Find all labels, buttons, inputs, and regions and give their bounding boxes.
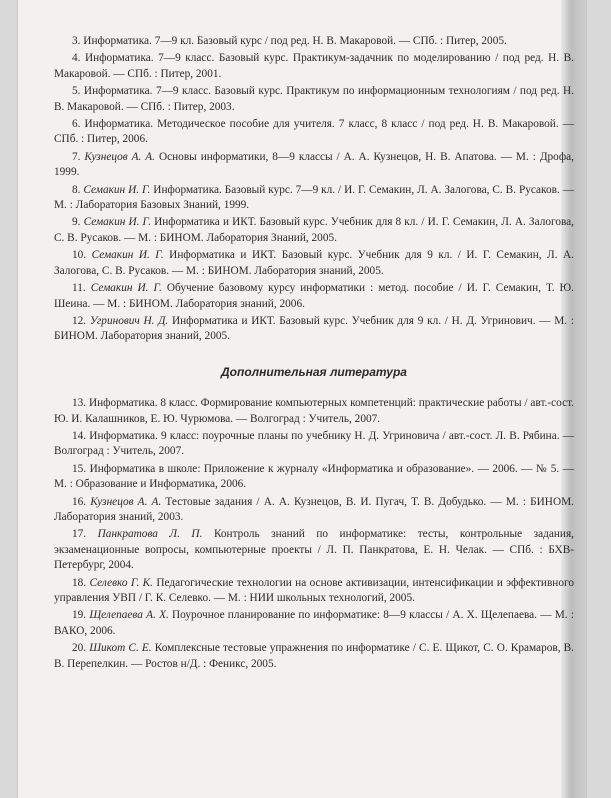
author-name: Кузнецов А. А. — [90, 495, 162, 508]
reference-entry: 9. Семакин И. Г. Информатика и ИКТ. Базовый курс. Учебник для 8 кл. / И. Г. Семакин, Л. А. Залогова, С. В. Русаков. — М. : БИНОМ. Лаборатория Знаний, 2005. — [54, 216, 574, 244]
author-name: Панкратова Л. П. — [97, 528, 203, 541]
reference-entry: 12. Угринович Н. Д. Информатика и ИКТ. Базовый курс. Учебник для 9 кл. / Н. Д. Угринович. — М. : БИНОМ. Лаборатория знаний, 2005. — [54, 314, 574, 343]
author-name: Шикот С. Е. — [89, 642, 152, 655]
reference-entry: 18. Селевко Г. К. Педагогические технологии на основе активизации, интенсификации и эффективного управления УВП / Г. К. Селевко. — М. : НИИ школьных технологий, 2005. — [54, 576, 574, 604]
reference-entry: 3. Информатика. 7—9 кл. Базовый курс / под ред. Н. В. Макаровой. — СПб. : Питер, 2005. — [72, 35, 507, 47]
reference-entry: 15. Информатика в школе: Приложение к журналу «Информатика и образование». — 2006. — № 5. — М. : Образование и Информатика, 2006. — [54, 462, 574, 491]
author-name: Семакин И. Г. — [91, 249, 164, 262]
main-references-list — [54, 34, 574, 345]
reference-entry: 4. Информатика. 7—9 класс. Базовый курс. Практикум-задачник по моделированию / под ред. Н. В. Макаровой. — СПб. : Питер, 2001. — [54, 52, 574, 80]
bibliography — [54, 34, 574, 674]
reference-entry: 19. Щелепаева А. Х. Поурочное планирование по информатике: 8—9 классы / А. Х. Щелепаева. — М. : ВАКО, 2006. — [54, 609, 574, 637]
reference-entry: 8. Семакин И. Г. Информатика. Базовый курс. 7—9 кл. / И. Г. Семакин, Л. А. Залогова, С. В. Русаков. — М. : Лаборатория Базовых Знаний, 1999. — [54, 183, 574, 212]
reference-entry: 11. Семакин И. Г. Обучение базовому курсу информатики : метод. пособие / И. Г. Семакин, Т. Ю. Шеина. — М. : БИНОМ. Лаборатория знаний, 2006. — [54, 282, 574, 310]
reference-entry: 20. Шикот С. Е. Комплексные тестовые упражнения по информатике / С. Е. Щикот, С. О. Крамаров, В. В. Перепелкин. — Ростов н/Д. : Феникс, 2005. — [54, 642, 574, 670]
reference-entry: 16. Кузнецов А. А. Тестовые задания / А. А. Кузнецов, В. И. Пугач, Т. В. Добудько. — М. : БИНОМ. Лаборатория знаний, 2003. — [54, 495, 574, 523]
reference-entry: 6. Информатика. Методическое пособие для учителя. 7 класс, 8 класс / под ред. Н. В. Макаровой. — СПб. : Питер, 2006. — [54, 118, 574, 146]
reference-entry: 5. Информатика. 7—9 класс. Базовый курс. Практикум по информационным технологиям / под ред. Н. В. Макаровой. — СПб. : Питер, 2003. — [54, 85, 574, 113]
author-name: Семакин И. Г. — [90, 282, 162, 295]
reference-entry: 13. Информатика. 8 класс. Формирование компьютерных компетенций: практические работы / авт.-сост. Ю. И. Калашников, Е. Ю. Чурюмова. — Волгоград : Учитель, 2007. — [54, 397, 574, 425]
reference-entry: 17. Панкратова Л. П. Контроль знаний по информатике: тесты, контрольные задания, экзаменационные вопросы, компьютерные проекты / Л. П. Панкратова, Е. Н. Челак. — СПб. : БХВ-Петербург, 2004. — [54, 528, 574, 572]
author-name: Угринович Н. Д. — [89, 314, 169, 327]
author-name: Кузнецов А. А. — [84, 150, 156, 163]
reference-entry: 14. Информатика. 9 класс: поурочные планы по учебнику Н. Д. Угриновича / авт.-сост. Л. В. Рябина. — Волгоград : Учитель, 2007. — [54, 429, 574, 458]
additional-references-list — [54, 396, 574, 672]
reference-entry: 7. Кузнецов А. А. Основы информатики, 8—9 классы / А. А. Кузнецов, Н. В. Апатова. — М. : Дрофа, 1999. — [54, 150, 574, 179]
section-title: Дополнительная литература — [221, 364, 407, 379]
author-name: Семакин И. Г. — [83, 216, 151, 229]
document-page — [18, 0, 586, 798]
author-name: Селевко Г. К. — [89, 576, 153, 589]
reference-entry: 10. Семакин И. Г. Информатика и ИКТ. Базовый курс. Учебник для 9 кл. / И. Г. Семакин, Л. А. Залогова, С. В. Русаков. — М. : БИНОМ. Лаборатория знаний, 2005. — [54, 249, 575, 277]
author-name: Щелепаева А. Х. — [89, 609, 169, 622]
author-name: Семакин И. Г. — [83, 183, 151, 196]
